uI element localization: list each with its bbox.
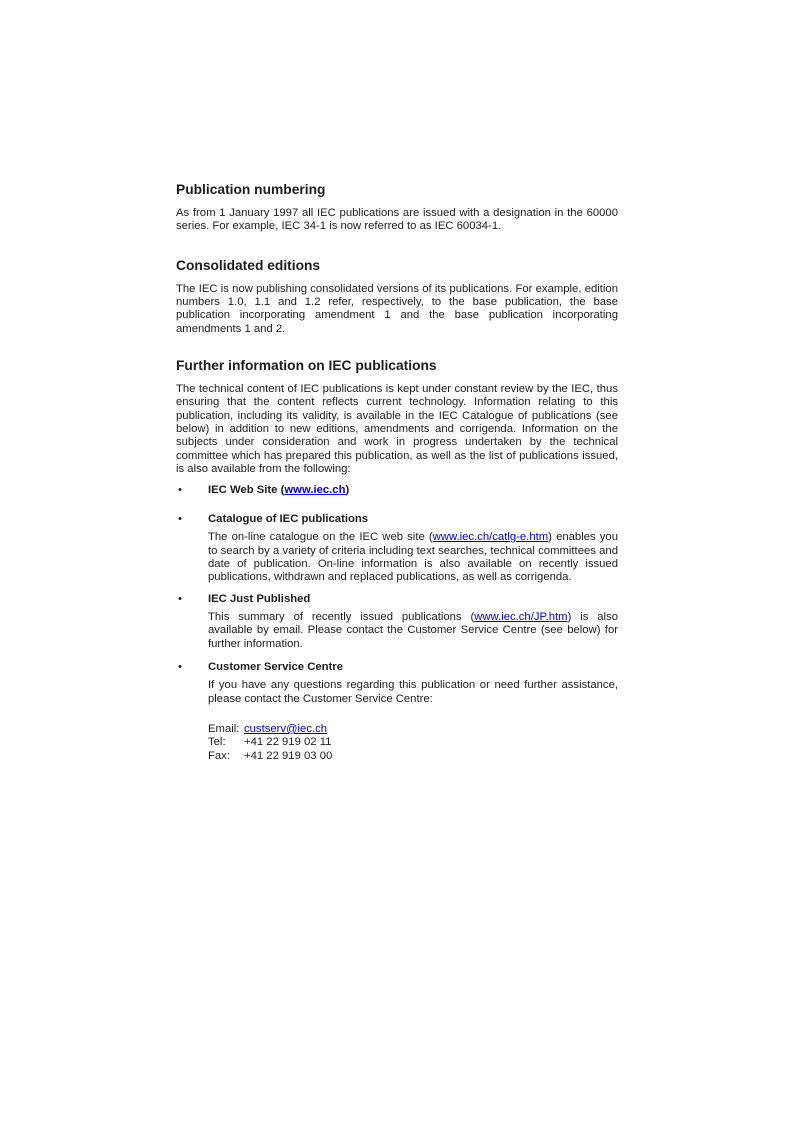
heading-consolidated-editions: Consolidated editions	[176, 257, 321, 273]
bullet-label-iec-web-site-prefix: IEC Web Site (	[208, 484, 285, 497]
paragraph-further-information: The technical content of IEC publications is kept under constant review by the IEC, thus ensuring that the content reflects current technology. Information relating to this publication, including its validity, is available in the IEC Catalogue of publications (see below) in addition to new editions, amendments and corrigenda. Information on the subjects under consideration and work in progress undertaken by the technical committee which has prepared this publication, as well as the list of publications issued, is also available from the following:	[176, 383, 618, 476]
bullet-icon: •	[178, 484, 182, 497]
contact-block	[208, 723, 618, 763]
page-content	[176, 176, 618, 763]
iec-website-link[interactable]: www.iec.ch	[284, 484, 346, 497]
bullet-label-customer-service: Customer Service Centre	[208, 660, 343, 673]
bullet-item-iec-web-site	[176, 484, 618, 497]
contact-row-tel	[208, 736, 618, 749]
bullet-item-customer-service	[176, 661, 618, 674]
paragraph-just-published	[208, 611, 618, 651]
contact-value-fax: +41 22 919 03 00	[244, 749, 333, 762]
paragraph-just-published-suffix: ) is also available by email. Please contact the Customer Service Centre (see below) for further information.	[208, 610, 618, 650]
contact-row-email	[208, 723, 618, 736]
paragraph-catalogue	[208, 531, 618, 584]
bullet-icon: •	[178, 512, 182, 525]
paragraph-catalogue-prefix: The on-line catalogue on the IEC web site (	[208, 531, 433, 544]
paragraph-consolidated-editions: The IEC is now publishing consolidated versions of its publications. For example, edition numbers 1.0, 1.1 and 1.2 refer, respectively, to the base publication, the base publication incorporating amendment 1 and the base publication incorporating amendments 1 and 2.	[176, 282, 618, 335]
bullet-label-catalogue: Catalogue of IEC publications	[208, 512, 369, 525]
email-link[interactable]: custserv@iec.ch	[244, 722, 328, 735]
bullet-item-just-published	[176, 593, 618, 606]
paragraph-just-published-prefix: This summary of recently issued publications (	[208, 610, 475, 623]
bullet-label-iec-web-site-suffix: )	[345, 484, 350, 497]
bullet-label-just-published: IEC Just Published	[208, 592, 311, 605]
contact-value-tel: +41 22 919 02 11	[244, 736, 332, 749]
contact-label-tel: Tel:	[208, 736, 226, 749]
heading-publication-numbering: Publication numbering	[176, 182, 326, 197]
bullet-icon: •	[178, 592, 182, 605]
contact-label-email: Email:	[208, 722, 240, 735]
bullet-item-catalogue	[176, 513, 618, 526]
contact-label-fax: Fax:	[208, 749, 230, 762]
paragraph-publication-numbering: As from 1 January 1997 all IEC publications are issued with a designation in the 60000 series. For example, IEC 34-1 is now referred to as IEC 60034-1.	[176, 207, 618, 233]
just-published-link[interactable]: www.iec.ch/JP.htm	[474, 610, 568, 623]
paragraph-catalogue-suffix: ) enables you to search by a variety of criteria including text searches, technical committees and date of publication. On-line information is also available on recently issued publications, withdrawn and replaced publications, as well as corrigenda.	[208, 531, 618, 584]
heading-further-information: Further information on IEC publications	[176, 358, 437, 374]
contact-row-fax	[208, 750, 618, 763]
paragraph-customer-service: If you have any questions regarding this publication or need further assistance, please contact the Customer Service Centre:	[208, 679, 618, 705]
bullet-icon: •	[178, 660, 182, 673]
catalogue-link[interactable]: www.iec.ch/catlg-e.htm	[432, 531, 549, 544]
